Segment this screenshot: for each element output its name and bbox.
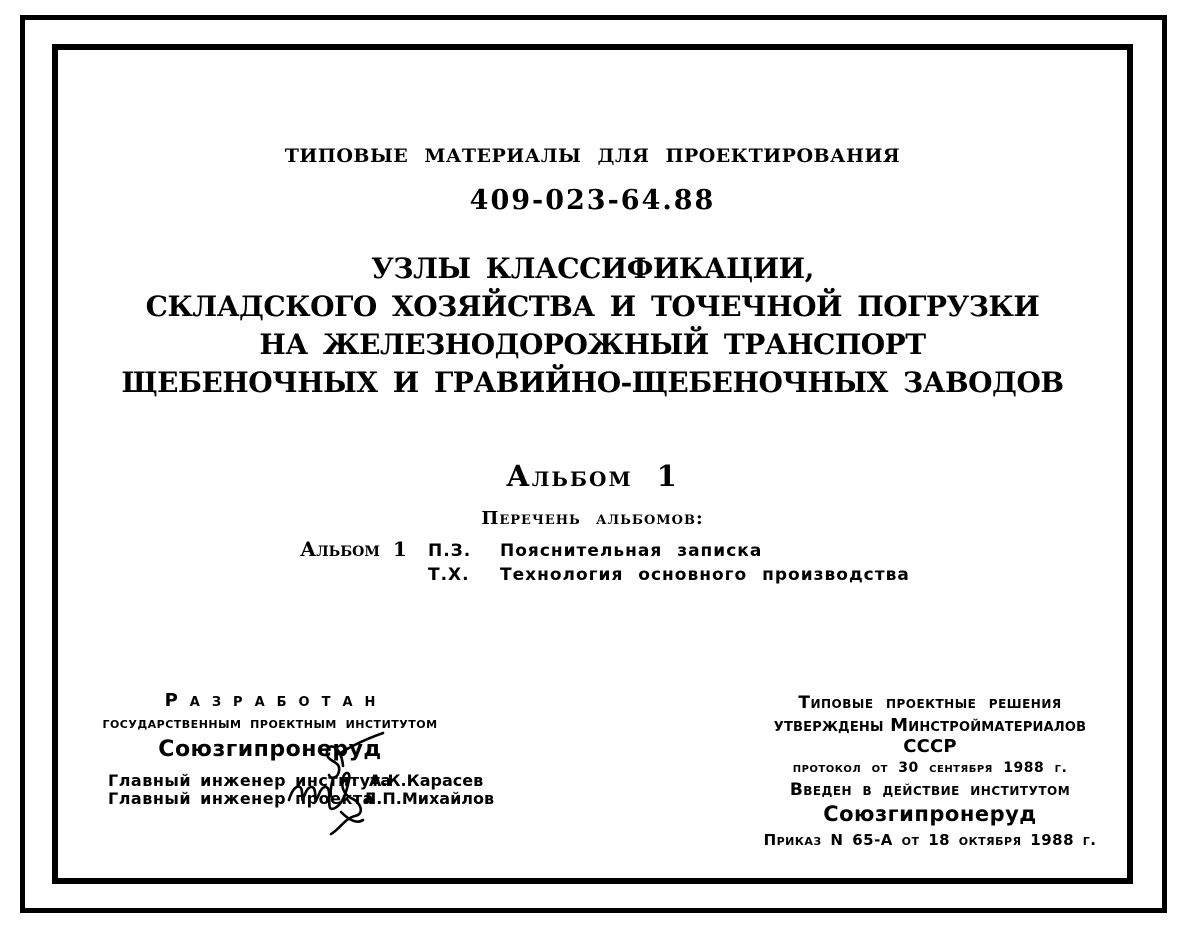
developed-institute-name: Союзгипронеруд bbox=[158, 737, 382, 762]
album-list-row-title: Технология основного производства bbox=[500, 565, 910, 585]
main-title-line-1: УЗЛЫ КЛАССИФИКАЦИИ, bbox=[371, 252, 814, 285]
album-list-row-title: Пояснительная записка bbox=[500, 541, 763, 561]
album-list-row-code: П.З. bbox=[428, 541, 472, 561]
album-list bbox=[300, 537, 910, 585]
main-title-line-2: СКЛАДСКОГО ХОЗЯЙСТВА И ТОЧЕЧНОЙ ПОГРУЗКИ bbox=[145, 290, 1040, 323]
main-title-line-4: ЩЕБЕНОЧНЫХ И ГРАВИЙНО-ЩЕБЕНОЧНЫХ ЗАВОДОВ bbox=[121, 366, 1064, 399]
album-heading: Альбом 1 bbox=[506, 459, 679, 493]
main-title-line-3: НА ЖЕЛЕЗНОДОРОЖНЫЙ ТРАНСПОРТ bbox=[259, 328, 926, 361]
main-title bbox=[58, 250, 1127, 402]
developed-heading: Разработан bbox=[164, 690, 388, 711]
signatory-role-chief-engineer-project: Главный инженер проекта bbox=[108, 789, 374, 808]
approval-line-protocol-date: протокол от 30 сентября 1988 г. bbox=[792, 760, 1068, 776]
signatory-role-chief-engineer-institute: Главный инженер института bbox=[108, 771, 392, 790]
approval-line-typical-solutions: Типовые проектные решения bbox=[798, 693, 1062, 713]
signatory-name-mikhailov: Л.П.Михайлов bbox=[363, 789, 495, 808]
approval-order-line: Приказ N 65-А от 18 октября 1988 г. bbox=[763, 831, 1097, 849]
album-list-heading: Перечень альбомов: bbox=[481, 508, 704, 529]
approval-line-approved-by: утверждены Минстройматериалов СССР bbox=[773, 715, 1087, 757]
developed-by-line: государственным проектным институтом bbox=[102, 714, 438, 732]
approval-line-put-into-effect: Введен в действие институтом bbox=[789, 780, 1071, 800]
album-list-row-album: Альбом 1 bbox=[300, 537, 407, 561]
approval-institute-name: Союзгипронеруд bbox=[823, 802, 1037, 826]
signatory-name-karasev: А.К.Карасев bbox=[369, 771, 484, 790]
document-number: 409-023-64.88 bbox=[469, 185, 716, 216]
handwritten-signatures-icon bbox=[281, 720, 403, 838]
approval-block bbox=[750, 693, 1110, 849]
album-list-row-code: Т.Х. bbox=[428, 565, 470, 585]
series-title: ТИПОВЫЕ МАТЕРИАЛЫ ДЛЯ ПРОЕКТИРОВАНИЯ bbox=[284, 145, 901, 167]
